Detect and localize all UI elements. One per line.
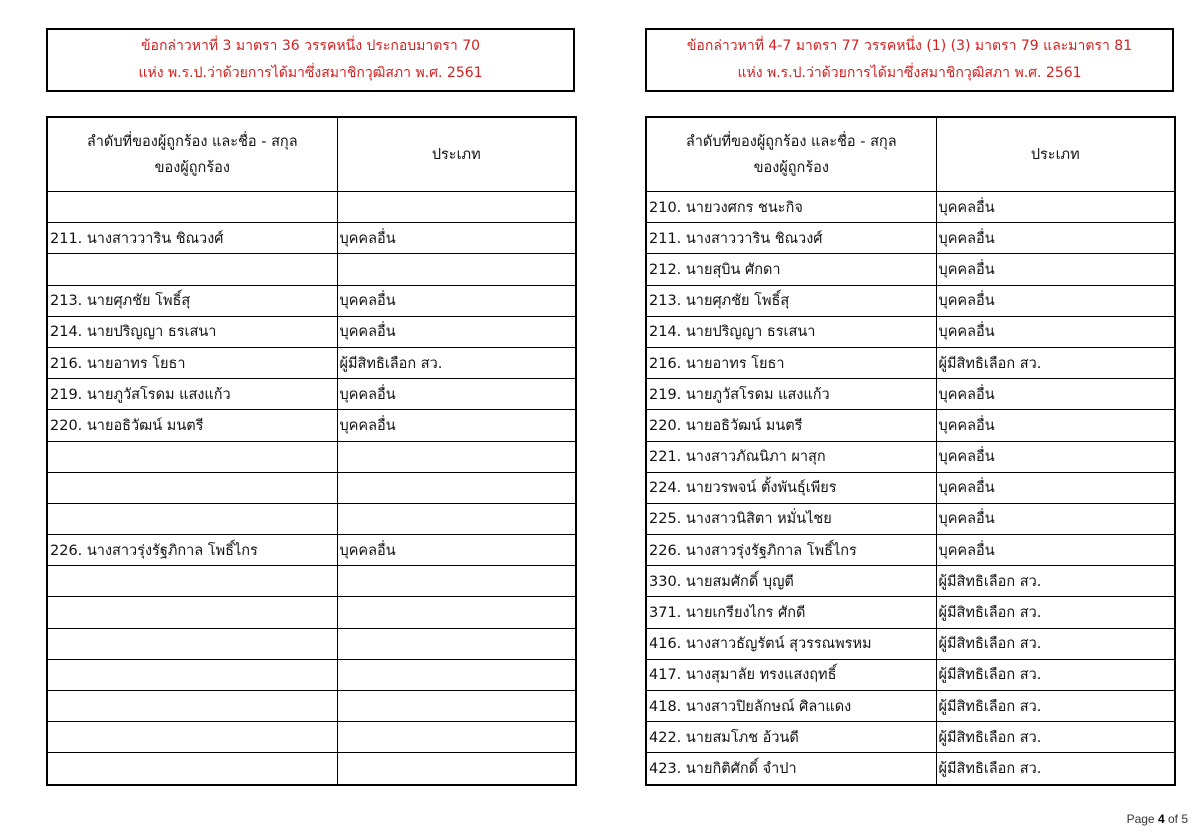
table-row xyxy=(47,722,576,753)
right-column-header-type: ประเภท xyxy=(936,117,1175,192)
respondent-type-cell xyxy=(337,722,576,753)
respondent-type-cell: บุคคลอื่น xyxy=(337,285,576,316)
respondent-type-cell xyxy=(337,753,576,785)
footer-prefix: Page xyxy=(1126,812,1155,826)
respondent-name-cell: 210. นายวงศกร ชนะกิจ xyxy=(646,192,936,223)
table-row xyxy=(646,535,1175,566)
respondent-name-cell: 211. นางสาววาริน ชิณวงศ์ xyxy=(47,223,337,254)
table-row xyxy=(646,379,1175,410)
respondent-type-cell xyxy=(337,503,576,534)
respondent-name-cell: 417. นางสุมาลัย ทรงแสงฤทธิ์ xyxy=(646,659,936,690)
respondent-type-cell: ผู้มีสิทธิเลือก สว. xyxy=(337,347,576,378)
respondent-name-cell: 213. นายศุภชัย โพธิ์สุ xyxy=(646,285,936,316)
table-row xyxy=(646,316,1175,347)
table-row xyxy=(47,597,576,628)
table-row xyxy=(47,503,576,534)
respondent-type-cell: ผู้มีสิทธิเลือก สว. xyxy=(936,566,1175,597)
table-row xyxy=(646,628,1175,659)
respondent-name-cell xyxy=(47,503,337,534)
respondent-name-cell: 225. นางสาวนิสิตา หมั่นไชย xyxy=(646,503,936,534)
respondent-type-cell: ผู้มีสิทธิเลือก สว. xyxy=(936,628,1175,659)
respondent-name-cell: 418. นางสาวปิยลักษณ์ ศิลาแดง xyxy=(646,691,936,722)
respondent-name-cell: 219. นายภูวัสโรดม แสงแก้ว xyxy=(646,379,936,410)
respondent-name-cell xyxy=(47,254,337,285)
respondent-type-cell: ผู้มีสิทธิเลือก สว. xyxy=(936,753,1175,785)
respondent-name-cell: 226. นางสาวรุ่งรัฐภิกาล โพธิ์ไกร xyxy=(47,535,337,566)
right-column-header-name-line-1: ลำดับที่ของผู้ถูกร้อง และชื่อ - สกุล xyxy=(685,133,897,150)
respondent-type-cell: บุคคลอื่น xyxy=(337,379,576,410)
respondent-name-cell: 221. นางสาวภัณนิภา ผาสุก xyxy=(646,441,936,472)
table-row xyxy=(47,566,576,597)
table-row xyxy=(646,441,1175,472)
table-row xyxy=(47,379,576,410)
respondent-name-cell xyxy=(47,441,337,472)
table-row xyxy=(646,472,1175,503)
left-column-header-name xyxy=(47,117,337,192)
left-header-line-2: แห่ง พ.ร.ป.ว่าด้วยการได้มาซึ่งสมาชิกวุฒิสภา พ.ศ. 2561 xyxy=(138,65,483,81)
respondent-type-cell: บุคคลอื่น xyxy=(337,410,576,441)
table-row xyxy=(646,503,1175,534)
respondent-name-cell xyxy=(47,753,337,785)
respondent-name-cell: 371. นายเกรียงไกร ศักดี xyxy=(646,597,936,628)
respondent-type-cell: บุคคลอื่น xyxy=(337,535,576,566)
respondent-type-cell: บุคคลอื่น xyxy=(936,223,1175,254)
table-row xyxy=(47,254,576,285)
respondent-type-cell: บุคคลอื่น xyxy=(936,254,1175,285)
respondent-name-cell: 226. นางสาวรุ่งรัฐภิกาล โพธิ์ไกร xyxy=(646,535,936,566)
table-row xyxy=(646,722,1175,753)
right-header-line-1: ข้อกล่าวหาที่ 4-7 มาตรา 77 วรรคหนึ่ง (1) (3) มาตรา 79 และมาตรา 81 xyxy=(686,38,1133,54)
current-page-number: 4 xyxy=(1157,812,1165,826)
left-table-header-row xyxy=(47,117,576,192)
table-row xyxy=(47,472,576,503)
table-row xyxy=(646,285,1175,316)
respondent-type-cell: ผู้มีสิทธิเลือก สว. xyxy=(936,659,1175,690)
left-column-header-name-line-1: ลำดับที่ของผู้ถูกร้อง และชื่อ - สกุล xyxy=(86,133,298,150)
table-row xyxy=(47,753,576,785)
respondent-name-cell: 214. นายปริญญา ธรเสนา xyxy=(47,316,337,347)
left-header-line-1: ข้อกล่าวหาที่ 3 มาตรา 36 วรรคหนึ่ง ประกอบมาตรา 70 xyxy=(140,38,481,54)
table-row xyxy=(47,659,576,690)
respondent-type-cell: บุคคลอื่น xyxy=(936,472,1175,503)
respondent-name-cell: 216. นายอาทร โยธา xyxy=(47,347,337,378)
table-row xyxy=(47,316,576,347)
respondent-name-cell: 330. นายสมศักดิ์ บุญตี xyxy=(646,566,936,597)
table-row xyxy=(646,254,1175,285)
respondent-type-cell: บุคคลอื่น xyxy=(936,503,1175,534)
respondent-type-cell xyxy=(337,472,576,503)
left-column-header-name-line-2: ของผู้ถูกร้อง xyxy=(154,159,230,176)
respondent-type-cell xyxy=(337,691,576,722)
page-footer xyxy=(1127,812,1188,826)
respondent-type-cell: ผู้มีสิทธิเลือก สว. xyxy=(936,347,1175,378)
table-row xyxy=(646,597,1175,628)
respondent-type-cell xyxy=(337,441,576,472)
table-row xyxy=(646,192,1175,223)
respondent-name-cell xyxy=(47,628,337,659)
respondent-name-cell: 219. นายภูวัสโรดม แสงแก้ว xyxy=(47,379,337,410)
respondent-name-cell: 416. นางสาวธัญรัตน์ สุวรรณพรหม xyxy=(646,628,936,659)
table-row xyxy=(646,659,1175,690)
table-row xyxy=(47,628,576,659)
respondent-type-cell xyxy=(337,192,576,223)
table-row xyxy=(646,691,1175,722)
left-table xyxy=(46,116,577,786)
respondent-name-cell: 220. นายอธิวัฒน์ มนตรี xyxy=(47,410,337,441)
respondent-name-cell: 422. นายสมโภช อ้วนดี xyxy=(646,722,936,753)
left-column-header-type: ประเภท xyxy=(337,117,576,192)
left-header-box xyxy=(46,28,575,92)
respondent-type-cell: ผู้มีสิทธิเลือก สว. xyxy=(936,691,1175,722)
table-row xyxy=(646,566,1175,597)
respondent-name-cell: 211. นางสาววาริน ชิณวงศ์ xyxy=(646,223,936,254)
right-table xyxy=(645,116,1176,786)
right-table-body xyxy=(646,192,1175,785)
table-row xyxy=(47,410,576,441)
table-row xyxy=(646,410,1175,441)
right-column-header-name-line-2: ของผู้ถูกร้อง xyxy=(753,159,829,176)
respondent-name-cell: 423. นายกิติศักดิ์ จำปา xyxy=(646,753,936,785)
table-row xyxy=(47,223,576,254)
respondent-name-cell xyxy=(47,691,337,722)
table-row xyxy=(646,223,1175,254)
respondent-name-cell: 220. นายอธิวัฒน์ มนตรี xyxy=(646,410,936,441)
table-row xyxy=(47,192,576,223)
respondent-name-cell: 213. นายศุภชัย โพธิ์สุ xyxy=(47,285,337,316)
respondent-type-cell: บุคคลอื่น xyxy=(337,316,576,347)
right-header-box xyxy=(645,28,1174,92)
left-table-body xyxy=(47,192,576,785)
respondent-type-cell: บุคคลอื่น xyxy=(936,410,1175,441)
respondent-type-cell: บุคคลอื่น xyxy=(337,223,576,254)
respondent-name-cell: 214. นายปริญญา ธรเสนา xyxy=(646,316,936,347)
respondent-type-cell xyxy=(337,628,576,659)
table-row xyxy=(646,347,1175,378)
respondent-type-cell xyxy=(337,597,576,628)
respondent-name-cell xyxy=(47,566,337,597)
respondent-name-cell xyxy=(47,597,337,628)
respondent-name-cell: 216. นายอาทร โยธา xyxy=(646,347,936,378)
respondent-name-cell xyxy=(47,659,337,690)
right-table-header-row xyxy=(646,117,1175,192)
table-row xyxy=(47,285,576,316)
respondent-type-cell: บุคคลอื่น xyxy=(936,535,1175,566)
respondent-type-cell: บุคคลอื่น xyxy=(936,441,1175,472)
respondent-type-cell xyxy=(337,566,576,597)
respondent-name-cell xyxy=(47,722,337,753)
respondent-name-cell xyxy=(47,192,337,223)
respondent-type-cell: ผู้มีสิทธิเลือก สว. xyxy=(936,597,1175,628)
table-row xyxy=(47,347,576,378)
respondent-name-cell: 224. นายวรพจน์ ตั้งพันธุ์เพียร xyxy=(646,472,936,503)
respondent-type-cell xyxy=(337,659,576,690)
table-row xyxy=(47,441,576,472)
table-row xyxy=(646,753,1175,785)
footer-suffix: of 5 xyxy=(1167,812,1188,826)
respondent-type-cell: บุคคลอื่น xyxy=(936,192,1175,223)
right-header-line-2: แห่ง พ.ร.ป.ว่าด้วยการได้มาซึ่งสมาชิกวุฒิสภา พ.ศ. 2561 xyxy=(737,65,1082,81)
respondent-type-cell: บุคคลอื่น xyxy=(936,379,1175,410)
respondent-name-cell: 212. นายสุบิน ศักดา xyxy=(646,254,936,285)
respondent-type-cell: บุคคลอื่น xyxy=(936,285,1175,316)
table-row xyxy=(47,535,576,566)
respondent-type-cell: ผู้มีสิทธิเลือก สว. xyxy=(936,722,1175,753)
right-column-header-name xyxy=(646,117,936,192)
respondent-name-cell xyxy=(47,472,337,503)
respondent-type-cell xyxy=(337,254,576,285)
table-row xyxy=(47,691,576,722)
respondent-type-cell: บุคคลอื่น xyxy=(936,316,1175,347)
